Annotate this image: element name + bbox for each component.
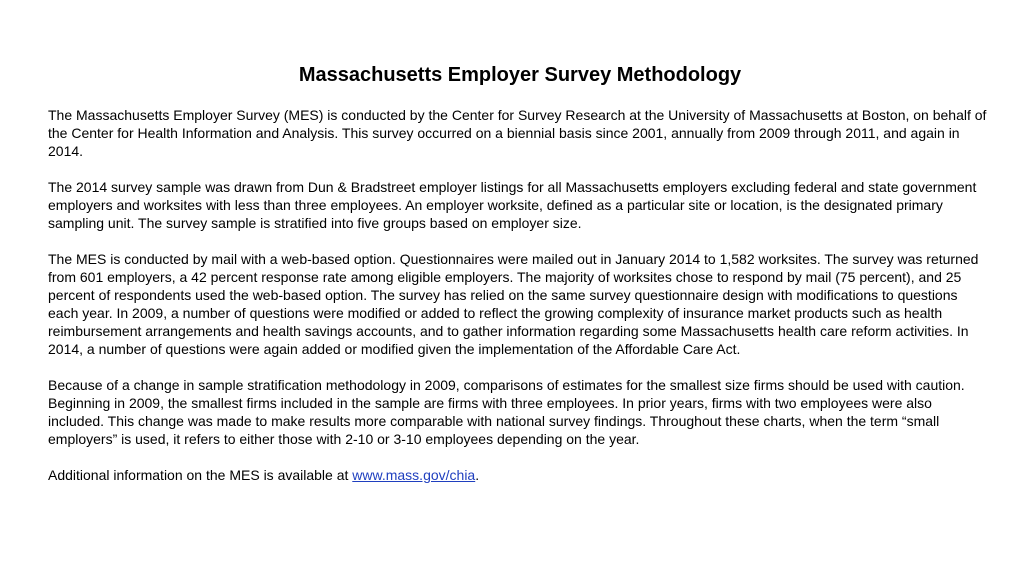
paragraph-mail-method: The MES is conducted by mail with a web-based option. Questionnaires were mailed out in January 2014 to 1,582 worksites. The survey was returned from 601 employers, a 42 percent response rate among eligible employers. The majority of worksites chose to respond by mail (75 percent), and 25 percent of respondents used the web-based option. The survey has relied on the same survey questionnaire design with modifications to questions each year. In 2009, a number of questions were modified or added to reflect the growing complexity of insurance market products such as health reimbursement arrangements and health savings accounts, and to gather information regarding some Massachusetts health care reform activities. In 2014, a number of questions were again added or modified given the implementation of the Affordable Care Act. bbox=[48, 251, 979, 357]
paragraph-stratification: Because of a change in sample stratification methodology in 2009, comparisons of estimates for the smallest size firms should be used with caution. Beginning in 2009, the smallest firms included in the sample are firms with three employees. In prior years, firms with two employees were also included. This change was made to make results more comparable with national survey findings. Throughout these charts, when the term “small employers” is used, it refers to either those with 2-10 or 3-10 employees depending on the year. bbox=[48, 377, 965, 447]
paragraph-sample: The 2014 survey sample was drawn from Dun & Bradstreet employer listings for all Massachusetts employers excluding federal and state government employers and worksites with less than three employees. An employer worksite, defined as a particular site or location, is the designated primary sampling unit. The survey sample is stratified into five groups based on employer size. bbox=[48, 179, 977, 231]
body-text bbox=[48, 106, 988, 502]
paragraph-intro: The Massachusetts Employer Survey (MES) is conducted by the Center for Survey Research at the University of Massachusetts at Boston, on behalf of the Center for Health Information and Analysis. This survey occurred on a biennial basis since 2001, annually from 2009 through 2011, and again in 2014. bbox=[48, 107, 987, 159]
additional-info-period: . bbox=[475, 467, 480, 483]
page-title: Massachusetts Employer Survey Methodology bbox=[298, 64, 742, 86]
additional-info-text: Additional information on the MES is available at bbox=[48, 467, 353, 483]
paragraph-additional-info bbox=[48, 466, 988, 484]
chia-website-link[interactable]: www.mass.gov/chia bbox=[352, 467, 476, 483]
